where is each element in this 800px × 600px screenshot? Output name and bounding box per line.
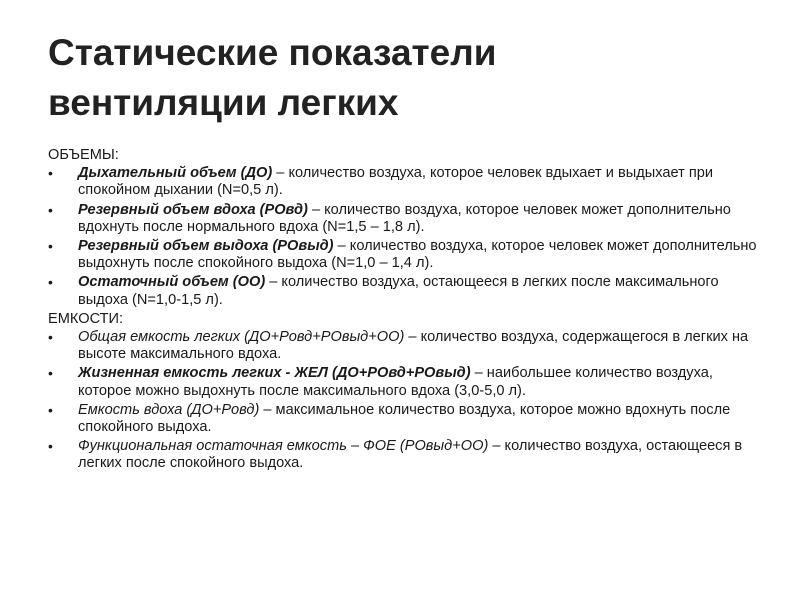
capacity-text-inspiratory: – максимальное количество воздуха, которое можно вдохнуть после спокойного выдоха. xyxy=(78,401,731,436)
bullet-icon: • xyxy=(48,238,53,255)
capacity-term-inspiratory: Емкость вдоха (ДО+Ровд) xyxy=(78,401,260,418)
capacity-text-functional-residual: – количество воздуха, остающееся в легких после спокойного выдоха. xyxy=(78,438,743,472)
bullet-icon: • xyxy=(48,201,53,218)
slide-title-line-2: вентиляции легких xyxy=(48,82,399,123)
bullet-icon: • xyxy=(48,438,53,455)
capacity-item-functional-residual xyxy=(48,438,760,472)
bullet-icon: • xyxy=(48,329,53,346)
slide-title-line-1: Статические показатели xyxy=(48,32,497,73)
volume-term-residual: Остаточный объем (ОО) xyxy=(78,274,266,291)
volumes-list xyxy=(48,165,760,309)
bullet-icon: • xyxy=(48,401,53,418)
volume-term-inspiratory-reserve: Резервный объем вдоха (РОвд) xyxy=(78,201,308,218)
capacity-term-functional-residual: Функциональная остаточная емкость – ФОЕ (РОвыд+ОО) xyxy=(78,438,489,455)
slide-title xyxy=(48,28,768,128)
volume-term-expiratory-reserve: Резервный объем выдоха (РОвыд) xyxy=(78,238,334,255)
capacities-list xyxy=(48,329,760,473)
volume-item-expiratory-reserve xyxy=(48,238,760,272)
slide-body xyxy=(48,147,760,475)
volume-item-residual xyxy=(48,274,760,308)
volume-text-tidal: – количество воздуха, которое человек вдыхает и выдыхает при спокойном дыхании (N=0,5 л). xyxy=(78,165,714,199)
volume-text-expiratory-reserve: – количество воздуха, которое человек может дополнительно выдохнуть после спокойного выдоха (N=1,0 – 1,4 л). xyxy=(78,238,757,272)
bullet-icon: • xyxy=(48,165,53,182)
volume-item-inspiratory-reserve xyxy=(48,202,760,236)
volume-item-tidal xyxy=(48,165,760,199)
volumes-heading: ОБЪЕМЫ: xyxy=(48,147,119,163)
volume-text-inspiratory-reserve: – количество воздуха, которое человек может дополнительно вдохнуть после нормального вдоха (N=1,5 – 1,8 л). xyxy=(78,201,731,235)
bullet-icon: • xyxy=(48,365,53,382)
capacity-item-inspiratory xyxy=(48,402,760,436)
capacity-term-vital: Жизненная емкость легких - ЖЕЛ (ДО+РОвд+РОвыд) xyxy=(78,365,471,382)
capacity-item-total xyxy=(48,329,760,363)
capacity-item-vital xyxy=(48,365,760,399)
capacities-heading: ЕМКОСТИ: xyxy=(48,310,124,327)
capacity-text-total: – количество воздуха, содержащегося в легких на высоте максимального вдоха. xyxy=(78,329,749,363)
capacity-term-total: Общая емкость легких (ДО+Ровд+РОвыд+ОО) xyxy=(78,329,405,346)
bullet-icon: • xyxy=(48,274,53,291)
volume-term-tidal: Дыхательный объем (ДО) xyxy=(78,165,273,182)
capacity-text-vital: – наибольшее количество воздуха, которое можно выдохнуть после максимального вдоха (3,0-5,0 л). xyxy=(78,365,713,399)
volume-text-residual: – количество воздуха, остающееся в легких после максимального выдоха (N=1,0-1,5 л). xyxy=(78,274,719,308)
